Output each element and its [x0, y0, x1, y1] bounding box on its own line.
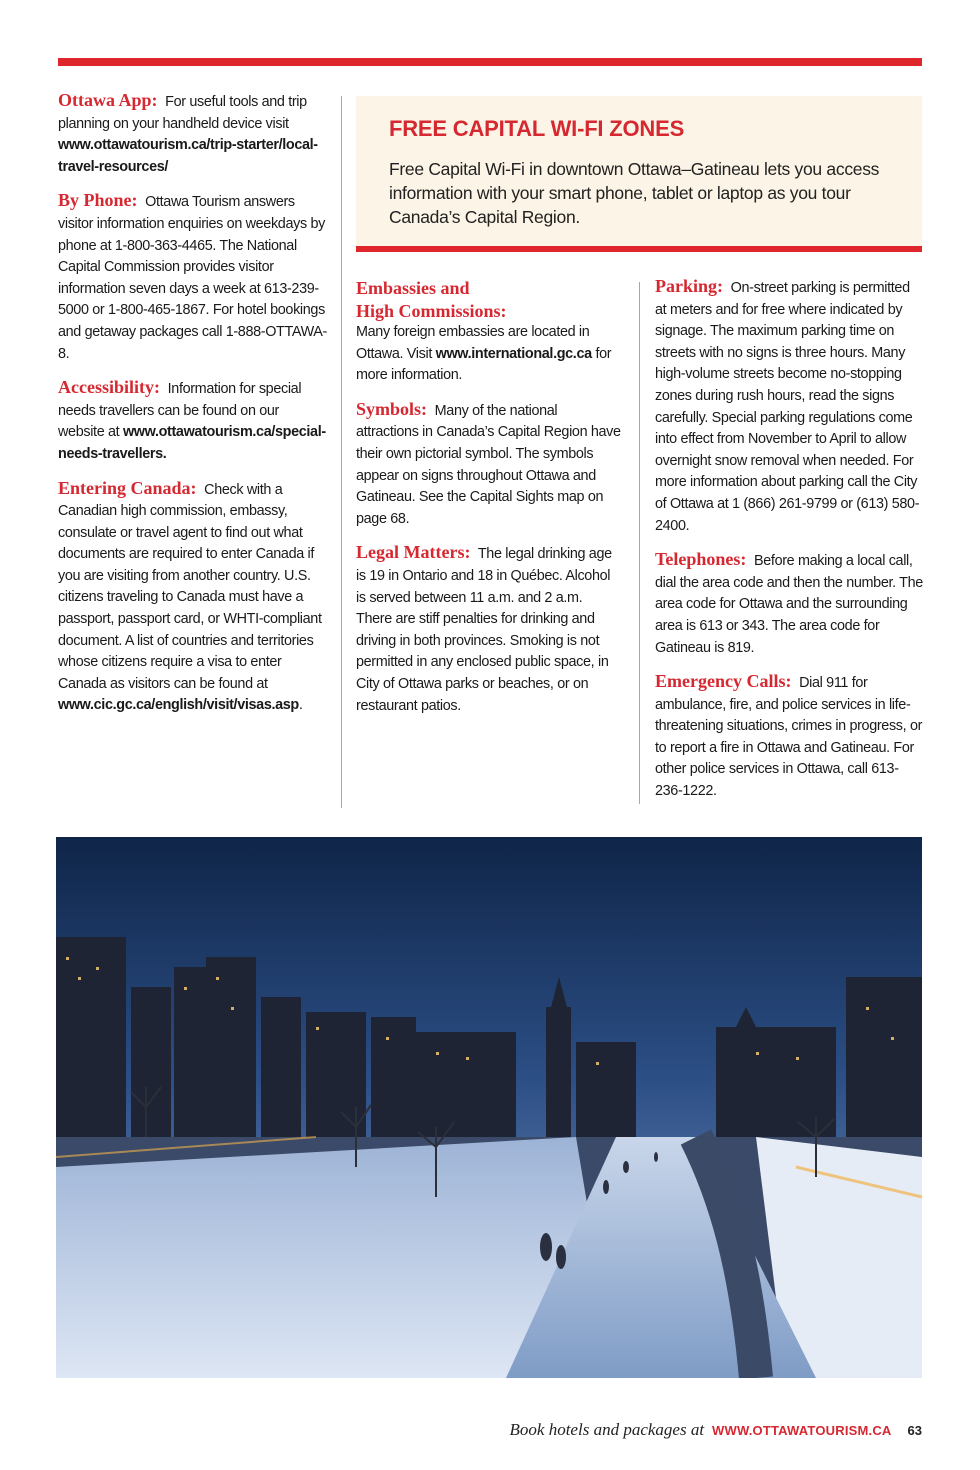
wifi-body: Free Capital Wi-Fi in downtown Ottawa–Gatineau lets you access information with your smart phone, tablet or laptop as you tour Canada’s Capital Region. [389, 159, 880, 227]
embassies-text: Many foreign embassies are located in Ottawa. Visit [356, 324, 590, 362]
entering-canada-paragraph [58, 478, 328, 718]
embassies-paragraph [356, 276, 621, 387]
embassies-end: for more information. [356, 345, 612, 384]
middle-column [356, 276, 621, 729]
by-phone-paragraph [58, 190, 328, 365]
ottawa-app-text: For useful tools and trip planning on your handheld device visit [58, 94, 307, 132]
parking-text: On-street parking is permitted at meters and for free where indicated by signage. The maximum parking time on streets with no signs is three hours. Many high-volume streets become no-stopping zones during rush hours, read the signs carefully. Special parking regulations come into effect from November to April to allow overnight snow removal when needed. For more information about parking call the City of Ottawa at 1 (866) 261-9799 or (613) 580-2400. [655, 280, 920, 534]
embassies-heading-line2: High Commissions: [356, 301, 507, 321]
accessibility-paragraph [58, 377, 328, 465]
accessibility-heading: Accessibility: [58, 377, 160, 398]
left-column [58, 90, 328, 729]
by-phone-text: Ottawa Tourism answers visitor information enquiries on weekdays by phone at 1-800-363-4465. The National Capital Commission provides visitor information seven days a week at 613-239-5000 or 1-800-465-1867. For hotel bookings and getaway packages call 1-888-OTTAWA-8. [58, 194, 327, 362]
entering-canada-heading: Entering Canada: [58, 477, 197, 498]
accessibility-text: Information for special needs travellers can be found on our website at [58, 381, 302, 441]
footer [510, 1420, 922, 1442]
symbols-text: Many of the national attractions in Canada’s Capital Region have their own pictorial symbol. The symbols appear on signs throughout Ottawa and Gatineau. See the Capital Sights map on page 68. [356, 402, 621, 527]
ottawa-app-paragraph [58, 90, 328, 178]
legal-matters-paragraph [356, 542, 621, 717]
emergency-calls-text: Dial 911 for ambulance, fire, and police services in life-threatening situations, crimes in progress, or to report a fire in Ottawa and Gatineau. For other police services in Ottawa, call 613-236-1222. [655, 675, 923, 800]
page-number: 63 [907, 1423, 922, 1438]
legal-matters-text: The legal drinking age is 19 in Ontario and 18 in Québec. Alcohol is served between 11 a.m. and 2 a.m. There are stiff penalties for drinking and driving in both provinces. Smoking is not permitted in any enclosed public space, in City of Ottawa parks or beaches, or on restaurant patios. [356, 546, 612, 714]
emergency-calls-heading: Emergency Calls: [655, 671, 792, 692]
accessibility-link[interactable]: www.ottawatourism.ca/special-needs-travellers. [58, 424, 326, 462]
embassies-link[interactable]: www.international.gc.ca [435, 345, 592, 362]
right-column [655, 276, 923, 815]
telephones-paragraph [655, 549, 923, 659]
column-divider-right [639, 282, 640, 804]
telephones-heading: Telephones: [655, 549, 747, 570]
ottawa-app-link[interactable]: www.ottawatourism.ca/trip-starter/local-travel-resources/ [58, 137, 318, 175]
ottawa-app-heading: Ottawa App: [58, 90, 158, 110]
embassies-heading-line1: Embassies and [356, 278, 470, 298]
parking-paragraph [655, 276, 923, 537]
photo-illustration [56, 837, 922, 1378]
entering-canada-text: Check with a Canadian high commission, embassy, consulate or travel agent to find out what documents are required to enter Canada if you are visiting from another country. U.S. citizens traveling to Canada must have a passport, passport card, or WHTI-compliant document. A list of countries and territories whose citizens require a visa to enter Canada as visitors can be found at [58, 481, 322, 692]
entering-canada-link[interactable]: www.cic.gc.ca/english/visit/visas.asp [58, 697, 299, 714]
wifi-bottom-rule [356, 246, 922, 252]
wifi-title: FREE CAPITAL WI-FI ZONES [389, 116, 685, 141]
parking-heading: Parking: [655, 276, 724, 296]
ottawa-winter-canal-photo [56, 837, 922, 1378]
emergency-calls-paragraph [655, 671, 923, 803]
footer-url-link[interactable]: WWW.OTTAWATOURISM.CA [712, 1423, 892, 1438]
telephones-text: Before making a local call, dial the area code and then the number. The area code for Ottawa and the surrounding area is 613 or 343. The area code for Gatineau is 819. [655, 553, 923, 656]
entering-canada-end: . [298, 697, 303, 714]
symbols-heading: Symbols: [356, 398, 428, 419]
symbols-paragraph [356, 399, 621, 531]
footer-tagline: Book hotels and packages at [509, 1420, 705, 1439]
top-red-rule [58, 58, 922, 66]
legal-matters-heading: Legal Matters: [356, 542, 471, 563]
by-phone-heading: By Phone: [58, 190, 138, 211]
column-divider-left [341, 96, 342, 808]
